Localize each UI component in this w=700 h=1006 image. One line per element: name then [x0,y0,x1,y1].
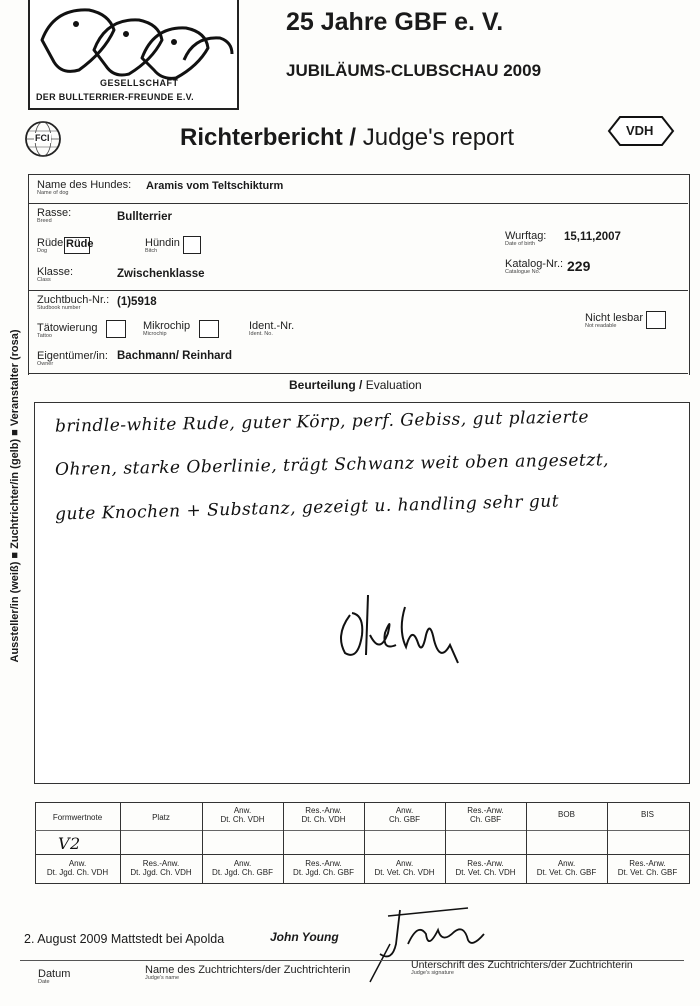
copy-distribution-note: Aussteller/in (weiß) ■ Zuchtrichter/in (gelb) ■ Veranstalter (rosa) [9,329,21,663]
report-title-sep: / [342,124,363,151]
unreadable-checkbox[interactable] [646,311,666,329]
grade-header: Anw. Ch. GBF [388,806,421,824]
evaluation-line: Ohren, starke Oberlinie, trägt Schwanz weit oben angesetzt, [54,450,610,480]
grade-header: Formwertnote [52,813,103,822]
grade-header: Anw. Dt. Jgd. Ch. GBF [212,859,273,877]
grade-header: Res.-Anw. Dt. Ch. VDH [301,806,346,824]
catalog-label: Katalog-Nr.: Catalogue No. [505,258,564,275]
studbook-label: Zuchtbuch-Nr.: Studbook number [37,294,110,311]
date-label: Datum Date [38,968,71,985]
male-checkbox-mark: Rüde [66,238,94,250]
judge-signature-label: Unterschrift des Zuchtrichters/der Zuchtrichterin Judge's signature [411,959,633,976]
formwert-value[interactable]: V2 [58,834,81,853]
breed-value: Bullterrier [117,211,172,223]
grade-header: Anw. Dt. Vet. Ch. GBF [536,859,597,877]
evaluation-heading: Beurteilung / Evaluation [289,378,422,392]
studbook-value: (1)5918 [117,296,157,308]
dog-name-label: Name des Hundes: Name of dog [37,179,132,196]
grade-header: Platz [152,813,170,822]
dog-name-value: Aramis vom Teltschikturm [146,180,284,192]
grade-header: Anw. Dt. Vet. Ch. VDH [374,859,435,877]
grade-header: Res.-Anw. Dt. Vet. Ch. GBF [617,859,678,877]
judge-name-value: John Young [270,930,339,944]
vdh-label: VDH [626,123,654,138]
table-divider [35,830,689,831]
owner-value: Bachmann/ Reinhard [117,350,233,362]
class-value: Zwischenklasse [117,268,205,280]
unreadable-label: Nicht lesbar Not readable [585,312,644,329]
microchip-label: Mikrochip Microchip [143,320,191,337]
report-title [180,124,514,152]
bullterrier-heads-logo [34,0,234,80]
row-divider [28,290,688,291]
grade-header: Res.-Anw. Dt. Jgd. Ch. GBF [293,859,354,877]
report-title-en: Judge's report [362,124,515,151]
grade-header: Res.-Anw. Dt. Jgd. Ch. VDH [130,859,192,877]
evaluation-line: brindle-white Rude, guter Körp, perf. Gebiss, gut plazierte [54,407,590,437]
owner-label: Eigentümer/in: Owner [37,350,108,367]
grade-header: Anw. Dt. Jgd. Ch. VDH [46,859,109,877]
row-divider [28,373,688,374]
grade-header: BIS [641,810,654,819]
fci-badge [24,120,62,158]
male-checkbox[interactable] [64,237,94,254]
logo-line1: GESELLSCHAFT [100,78,179,88]
grade-header: Res.-Anw. Dt. Vet. Ch. VDH [455,859,516,877]
grade-header: Anw. Dt. Ch. VDH [220,806,265,824]
evaluation-line: gute Knochen + Substanz, gezeigt u. handling sehr gut [54,491,560,525]
dob-label: Wurftag: Date of birth [505,230,547,247]
tattoo-checkbox[interactable] [106,320,126,338]
event-subtitle: JUBILÄUMS-CLUBSCHAU 2009 [286,61,542,80]
tattoo-label: Tätowierung Tattoo [37,322,98,339]
report-title-de: Richterbericht [180,124,343,151]
dob-value: 15,11,2007 [564,231,621,243]
fci-label: FCI [35,133,50,143]
breed-label: Rasse: Breed [37,207,72,224]
microchip-checkbox[interactable] [199,320,219,338]
class-label: Klasse: Class [37,266,74,283]
grade-header: Res.-Anw. Ch. GBF [467,806,504,824]
judge-name-label: Name des Zuchtrichters/der Zuchtrichterin Judge's name [145,964,351,981]
date-place-value: 2. August 2009 Mattstedt bei Apolda [24,932,225,946]
table-divider [35,854,689,855]
catalog-value: 229 [567,258,591,274]
ident-label: Ident.-Nr. Ident. No. [249,320,295,337]
male-label: Rüde Dog [37,237,64,254]
vdh-badge [606,114,676,148]
row-divider [28,203,688,204]
gbf-logo [28,0,239,110]
female-label: Hündin Bitch [145,237,180,254]
judge-initials-signature [330,585,470,670]
grade-header: BOB [558,810,575,819]
female-checkbox[interactable] [183,236,201,254]
logo-line2: DER BULLTERRIER-FREUNDE E.V. [36,92,194,102]
event-title: 25 Jahre GBF e. V. [286,8,504,36]
